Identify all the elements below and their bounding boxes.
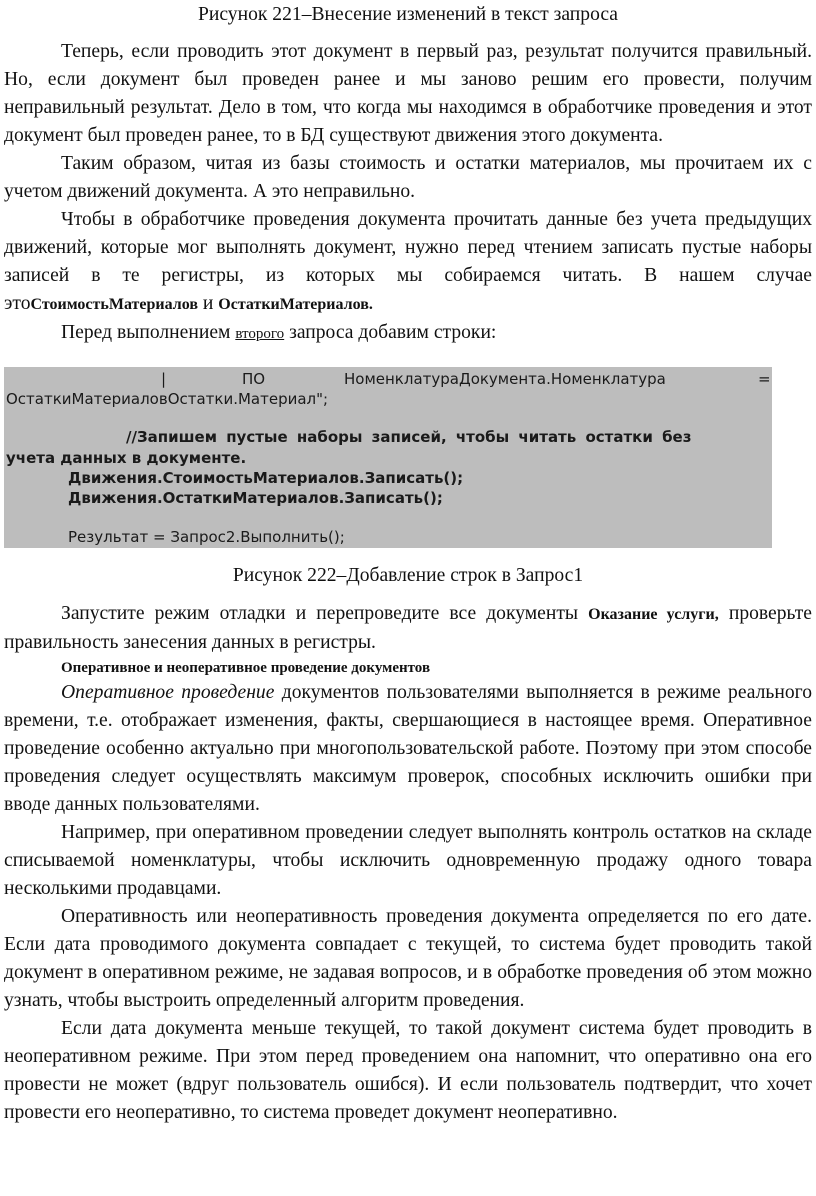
paragraph-3 <box>4 206 812 319</box>
code-line-1-keyword: ПО <box>242 370 266 388</box>
code-screenshot <box>4 367 772 548</box>
paragraph-4-after: запроса добавим строки: <box>284 322 497 343</box>
paragraph-3-and: и <box>197 293 219 314</box>
figure-caption-222: Рисунок 222–Добавление строк в Запрос1 <box>232 565 584 586</box>
code-line-execute: Результат = Запрос2.Выполнить(); <box>68 528 345 546</box>
paragraph-3-text: Чтобы в обработчике проведения документа прочитать данные без учета предыдущих движений, которые мог выполнять документ, нужно перед чтением записать пустые наборы записей в те регистры, из которых мы собираемся читать. В нашем случае это <box>4 209 812 314</box>
section-heading: Оперативное и неоперативное проведение документов <box>61 660 431 676</box>
paragraph-5-rest: проверьте правильность занесения данных в регистры. <box>4 603 813 653</box>
document-name-services: Оказание услуги, <box>588 606 719 623</box>
text-block-top <box>4 38 812 348</box>
paragraph-7: Например, при оперативном проведении следует выполнять контроль остатков на складе списываемой номенклатуры, чтобы исключить одновременную продажу одного товара несколькими продавцами. <box>4 822 812 899</box>
code-line-write-cost: Движения.СтоимостьМатериалов.Записать(); <box>68 469 464 487</box>
code-line-2: ОстаткиМатериаловОстатки.Материал"; <box>6 390 329 408</box>
paragraph-6-text: документов пользователями выполняется в режиме реального времени, т.е. отображает изменения, факты, свершающиеся в настоящее время. Оперативное проведение особенно актуально при многопользовательской работе. Поэтому при этом способе проведения следует осуществлять максимум проверок, способных исключить ошибки при вводе данных пользователями. <box>4 682 812 815</box>
paragraph-4 <box>4 319 812 348</box>
figure-caption-221: Рисунок 221–Внесение изменений в текст запроса <box>197 4 618 25</box>
code-line-1-field: НоменклатураДокумента.Номенклатура <box>344 370 666 388</box>
paragraph-9: Если дата документа меньше текущей, то такой документ система будет проводить в неоперативном режиме. При этом перед проведением она напомнит, что оперативно она его провести не может (вдруг пользователь ошибся). И если пользователь подтвердит, что хочет провести его неоперативно, то система проведет документ неоперативно. <box>4 1018 812 1123</box>
register-name-cost: СтоимостьМатериалов <box>30 296 198 313</box>
code-line-write-balance: Движения.ОстаткиМатериалов.Записать(); <box>68 489 443 507</box>
paragraph-1: Теперь, если проводить этот документ в первый раз, результат получится правильный. Но, если документ был проведен ранее и мы заново решим его провести, получим неправильный результат. Дело в том, что когда мы находимся в обработчике проведения и этот документ был проведен ранее, то в БД существуют движения этого документа. <box>4 41 812 146</box>
text-block-bottom <box>4 600 812 1127</box>
paragraph-5 <box>4 600 812 657</box>
paragraph-2: Таким образом, читая из базы стоимость и остатки материалов, мы прочитаем их с учетом движений документа. А это неправильно. <box>4 153 812 202</box>
register-name-balance: ОстаткиМатериалов. <box>218 296 373 313</box>
code-comment-line-2: учета данных в документе. <box>6 449 247 467</box>
paragraph-8: Оперативность или неоперативность проведения документа определяется по его дате. Если дата проводимого документа совпадает с текущей, то система будет проводить такой документ в оперативном режиме, не задавая вопросов, и в обработке проведения об этом можно узнать, чтобы выстроить определенный алгоритм проведения. <box>4 906 812 1011</box>
term-online-posting: Оперативное проведение <box>61 682 275 703</box>
paragraph-4-before: Перед выполнением <box>61 322 236 343</box>
code-comment-line-1: //Запишем пустые наборы записей, чтобы читать остатки без <box>126 428 692 446</box>
paragraph-5-text: Запустите режим отладки и перепроведите все документы <box>61 603 589 624</box>
code-line-1-equals: = <box>758 370 771 388</box>
underlined-word: второго <box>235 326 285 342</box>
paragraph-6 <box>4 679 812 819</box>
code-line-1-pipe: | <box>161 370 167 388</box>
